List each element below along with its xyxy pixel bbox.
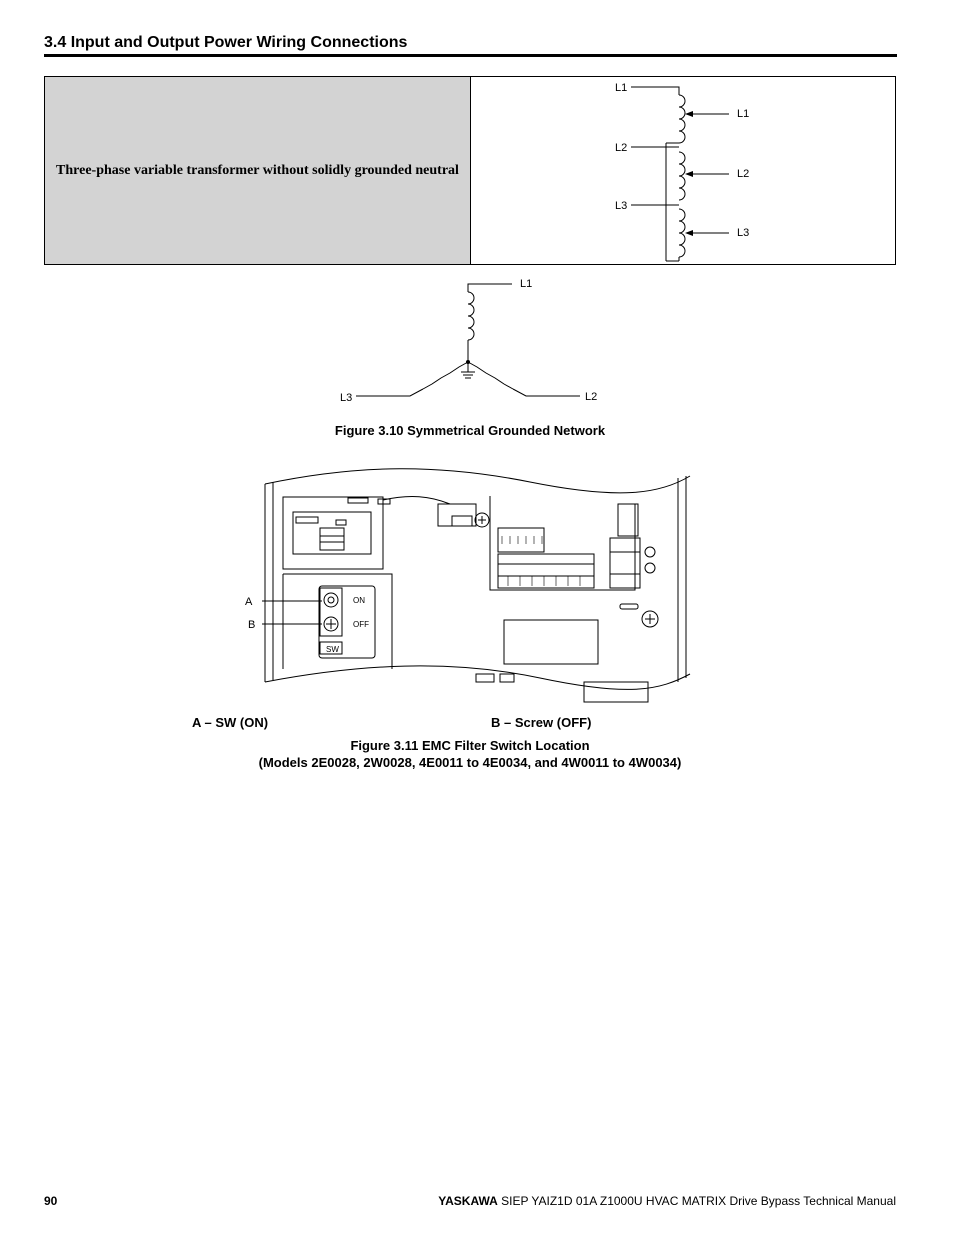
section-title: 3.4 Input and Output Power Wiring Connections (44, 34, 408, 51)
right-l1-label: L1 (737, 108, 750, 120)
symmetrical-grounded-network-diagram (330, 272, 630, 412)
network-l1-label: L1 (520, 278, 533, 290)
left-l3-label: L3 (615, 200, 628, 212)
network-l3-label: L3 (340, 392, 353, 404)
footer-manual-title (438, 1194, 896, 1208)
title-rule (44, 54, 897, 57)
table-label-cell (45, 77, 471, 264)
callout-b-label: B (248, 619, 256, 631)
page-number: 90 (44, 1194, 58, 1208)
network-l2-label: L2 (585, 391, 598, 403)
figure-3-10-caption: Figure 3.10 Symmetrical Grounded Network (334, 423, 606, 438)
footer-title-text: SIEP YAIZ1D 01A Z1000U HVAC MATRIX Drive Bypass Technical Manual (501, 1194, 896, 1208)
transformer-diagram-cell (471, 77, 895, 264)
switch-on-label: ON (353, 596, 365, 605)
connection-table (44, 76, 896, 265)
figure-3-11-caption-line1: Figure 3.11 EMC Filter Switch Location (350, 738, 590, 753)
emc-filter-switch-diagram (240, 464, 700, 710)
legend-b: B – Screw (OFF) (491, 715, 592, 730)
variable-transformer-diagram (471, 77, 895, 264)
left-l2-label: L2 (615, 142, 628, 154)
switch-sw-label: SW (326, 645, 339, 654)
figure-3-11-caption-line2: (Models 2E0028, 2W0028, 4E0011 to 4E0034, and 4W0011 to 4W0034) (258, 755, 682, 770)
footer-brand: YASKAWA (438, 1194, 498, 1208)
right-l2-label: L2 (737, 168, 750, 180)
legend-a: A – SW (ON) (192, 715, 269, 730)
switch-off-label: OFF (353, 620, 369, 629)
callout-a-label: A (245, 596, 253, 608)
left-l1-label: L1 (615, 82, 628, 94)
transformer-type-label: Three-phase variable transformer without solidly grounded neutral (56, 162, 459, 178)
right-l3-label: L3 (737, 227, 750, 239)
